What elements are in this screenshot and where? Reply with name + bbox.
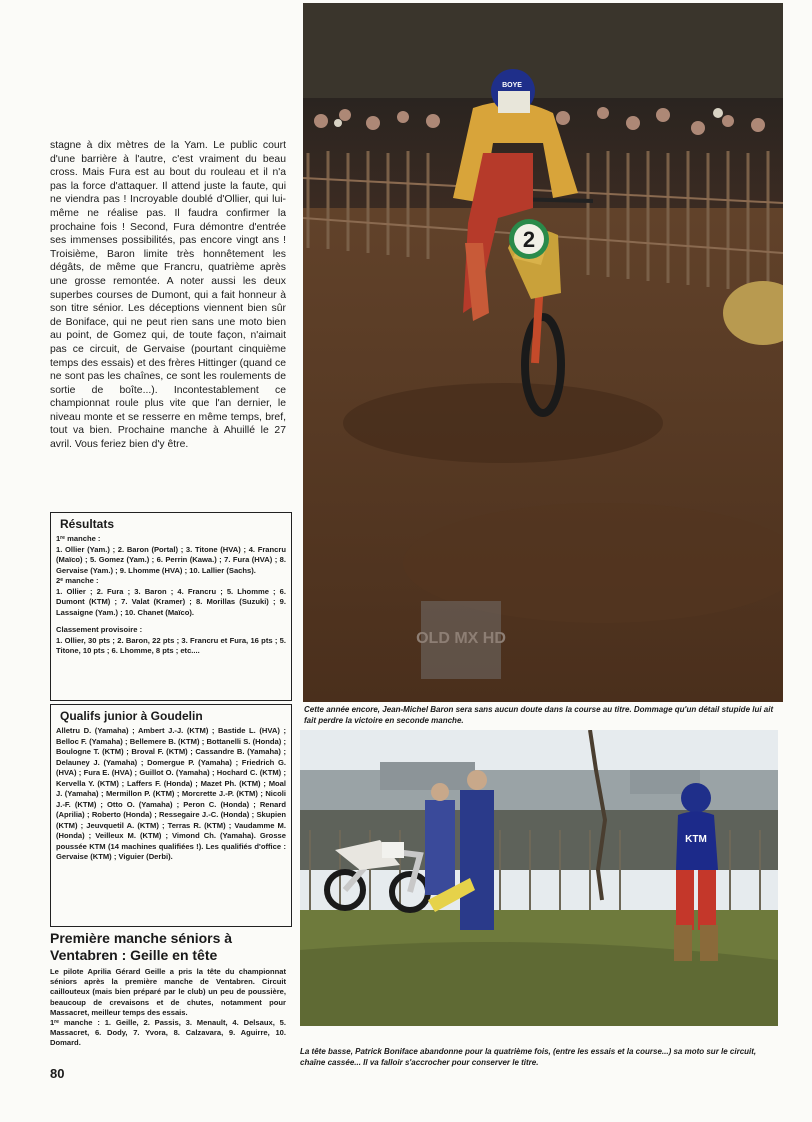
photo2-caption: La tête basse, Patrick Boniface abandonne pour la quatrième fois, (entre les essais et la course...) sa moto sur le circuit, chaîne cassée... Il va falloir s'accrocher pour conserver le titre. (300, 1047, 757, 1067)
results-box (50, 512, 292, 701)
results-title: Résultats (60, 517, 115, 531)
photo1-caption: Cette année encore, Jean-Michel Baron sera sans aucun doute dans la course au titre. Dommage qu'un détail stupide lui ait fait perdre la victoire en seconde manche. (304, 705, 774, 725)
race1-results: 1. Ollier (Yam.) ; 2. Baron (Portal) ; 3. Titone (HVA) ; 4. Francru (Maïco) ; 5. Gomez (Yam.) ; 6. Perrin (Kawa.) ; 7. Fura (HVA) ; 8. Gervaise (Yam.) ; 9. Lhomme (HVA) ; 10. Lallier (Sachs). (56, 544, 286, 575)
photo-baron-jump (303, 3, 783, 702)
race2-results: 1. Ollier ; 2. Fura ; 3. Baron ; 4. Francru ; 5. Lhomme ; 6. Dumont (KTM) ; 7. Valat (Kramer) ; 8. Morillas (Suzuki) ; 9. Lassaigne (Yam.) ; 10. Chanet (Maïco). (56, 586, 286, 617)
qualifs-title: Qualifs junior à Goudelin (60, 709, 203, 723)
seniors-section (50, 967, 286, 1049)
standings-label: Classement provisoire : (56, 625, 143, 634)
jersey-logo: KTM (685, 834, 707, 845)
seniors-results-label: 1ʳᵉ manche : (50, 1018, 100, 1028)
page-number: 80 (50, 1066, 65, 1081)
qualifs-text: Alletru D. (Yamaha) ; Ambert J.-J. (KTM) ; Bastide L. (HVA) ; Belloc F. (Yamaha) ; Bellemere B. (KTM) ; Bottanelli S. (Honda) ; Boulogne T. (KTM) ; Broval F. (KTM) ; Cassandre B. (Yamaha) ; Delauney J. (Yamaha) ; Domergue P. (Yamaha) ; Friedrich G. (HVA) ; Fura E. (HVA) ; Guillot O. (Yamaha) ; Hochard C. (KTM) ; Kervella Y. (KTM) ; Laffers F. (Honda) ; Mazet Ph. (KTM) ; Moal J. (Yamaha) ; Mermillon P. (KTM) ; Morcrette J.-P. (KTM) ; Nicoli J.-F. (KTM) ; Otto O. (Yamaha) ; Peron C. (Honda) ; Renard (Aprilia) ; Roberto (Honda) ; Ressegaire J.-C. (Honda) ; Skupien (KTM) ; Jeuvquetil A. (KTM) ; Terras R. (KTM) ; Vaudamme M. (Honda) ; Veilleux M. (KTM) ; Vimond Ch. (Yamaha). Grosse poussée KTM (14 machines qualifiées !). Les qualifiés d'office : Gervaise (KTM) ; Viguier (Derbi). (56, 726, 286, 861)
standings-text: 1. Ollier, 30 pts ; 2. Baron, 22 pts ; 3. Francru et Fura, 16 pts ; 5. Titone, 10 pts ; 6. Lhomme, 8 pts ; etc.... (56, 635, 286, 655)
seniors-results: 1. Geille, 2. Passis, 3. Menault, 4. Delsaux, 5. Massacret, 6. Dody, 7. Yvora, 8. Calzavara, 9. Aguirre, 10. Domard. (50, 1018, 286, 1048)
photo-boniface (300, 730, 778, 1026)
race1-label: 1ʳᵉ manche : (56, 534, 101, 543)
photo-boniface-image (300, 730, 778, 1026)
helmet-sponsor: BOYE (502, 82, 522, 89)
photo-baron-jump-image (303, 3, 783, 702)
race2-label: 2ᵉ manche : (56, 576, 99, 585)
watermark: OLD MX HD (416, 630, 506, 647)
seniors-title: Première manche séniors à Ventabren : Geille en tête (50, 930, 233, 963)
qualifs-box (50, 704, 292, 927)
article-body: stagne à dix mètres de la Yam. Le public court d'une barrière à l'autre, c'est vraiment du beau cross. Mais Fura est au bout du rouleau et il n'a pas la force d'attaquer. Il attend juste la faute, qui ne viendra pas ! Incroyable doublé d'Ollier, qui lui-même ne réalise pas. Il faudra confirmer la prochaine fois ! Second, Fura démontre d'entrée ses immenses possibilités, pas encore vingt ans ! Troisième, Baron limite très honnêtement les dégâts, de même que Francru, quatrième après une grosse remontée. A noter aussi les deux superbes courses de Dumont, qui a fait honneur à son titre sénior. Les déceptions viennent bien sûr de Boniface, qui ne peut rien sans une moto bien au point, de Gomez qui, de toute façon, n'aimait pas ce circuit, de Gervaise (pourtant cinquième temps des essais) et des frères Hittinger (quand ce ne sont pas les chaînes, ce sont les roulements de sortie de boîte...). Incontestablement ce championnat roule plus vite que l'an dernier, le niveau monte et se resserre en même temps, bref, tout va bien. Prochaine manche à Ahuillé le 27 avril. Vous feriez bien d'y être. (50, 140, 286, 451)
seniors-text: Le pilote Aprilia Gérard Geille a pris la tête du championnat séniors après la première manche de Ventabren. Circuit caillouteux (mais bien préparé par le club) un peu de poussière, beaucoup de crevaisons et de chutes, notamment pour Massacret, meilleur temps des essais. (50, 967, 286, 1017)
rider-number-plate: 2 (522, 227, 536, 252)
